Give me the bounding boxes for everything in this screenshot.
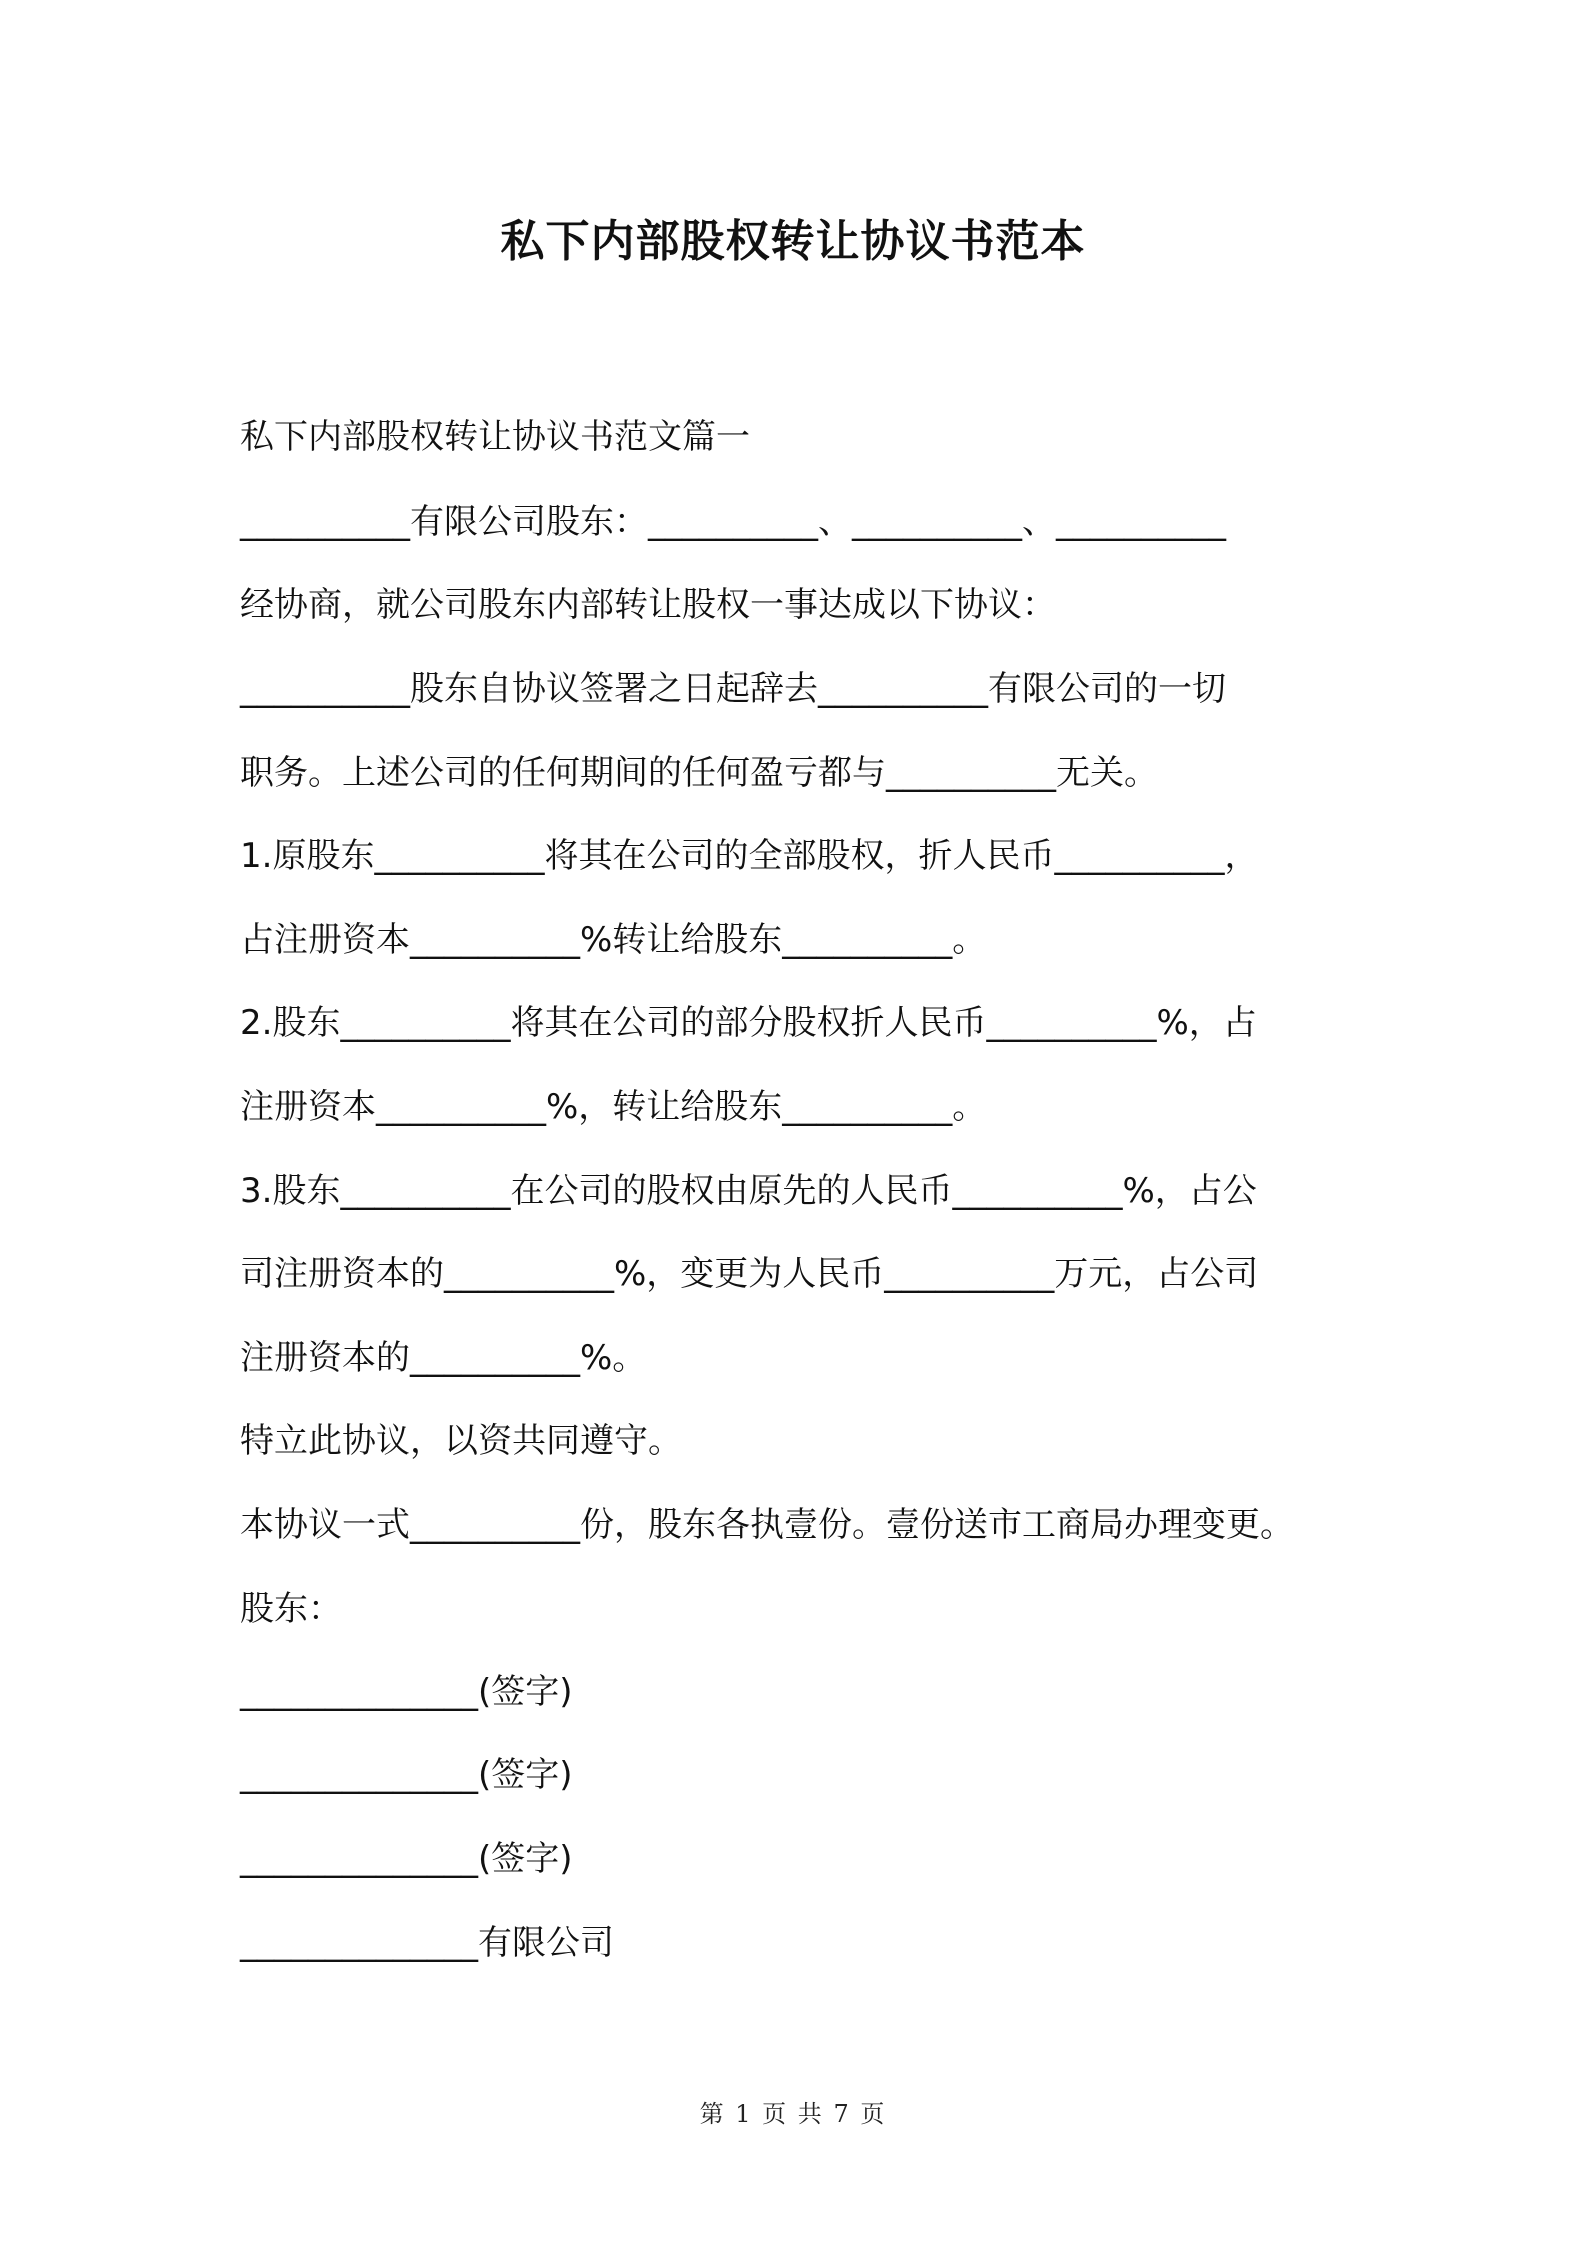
- document-title: 私下内部股权转让协议书范本: [500, 216, 1086, 267]
- section-heading: 私下内部股权转让协议书范文篇一: [240, 417, 750, 457]
- company-signature-line: ______________有限公司: [240, 1923, 614, 1963]
- clause-2-line-1: 2.股东__________将其在公司的部分股权折人民币__________%，占: [240, 1003, 1257, 1043]
- signature-line: ______________(签字): [240, 1755, 573, 1795]
- clause-3-line-3: 注册资本的__________%。: [240, 1338, 647, 1378]
- closing-statement: 特立此协议，以资共同遵守。: [240, 1421, 682, 1461]
- shareholders-label: 股东：: [240, 1589, 342, 1629]
- clause-3-line-1: 3.股东__________在公司的股权由原先的人民币__________%，占公: [240, 1171, 1257, 1211]
- clause-3-line-2: 司注册资本的__________%，变更为人民币__________万元，占公司: [240, 1254, 1259, 1294]
- signature-line: ______________(签字): [240, 1672, 573, 1712]
- signature-line: ______________(签字): [240, 1839, 573, 1879]
- parties-line: __________有限公司股东：__________、__________、__________: [240, 502, 1226, 542]
- clause-2-line-2: 注册资本__________%，转让给股东__________。: [240, 1087, 987, 1127]
- page-number-footer: 第 1 页 共 7 页: [699, 2100, 887, 2128]
- copies-statement: 本协议一式__________份，股东各执壹份。壹份送市工商局办理变更。: [240, 1505, 1294, 1545]
- resignation-line-2: 职务。上述公司的任何期间的任何盈亏都与__________无关。: [240, 753, 1158, 793]
- preamble-line: 经协商，就公司股东内部转让股权一事达成以下协议：: [240, 585, 1056, 625]
- clause-1-line-2: 占注册资本__________%转让给股东__________。: [240, 920, 987, 960]
- resignation-line-1: __________股东自协议签署之日起辞去__________有限公司的一切: [240, 669, 1226, 709]
- clause-1-line-1: 1.原股东__________将其在公司的全部股权，折人民币__________，: [240, 836, 1259, 876]
